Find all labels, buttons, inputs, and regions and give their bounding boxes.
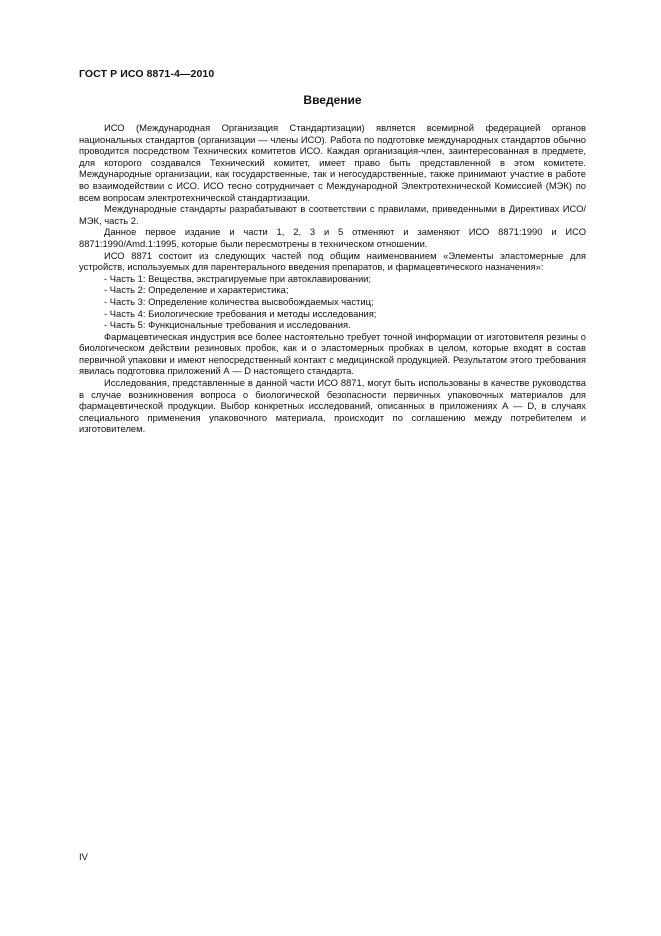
paragraph-parts-intro: ИСО 8871 состоит из следующих частей под общим наименованием «Элементы эластомерные для устройств, используемых для парентерального введения препаратов, и фармацевтического назначения»:: [79, 249, 586, 273]
parts-list-item: - Часть 1: Вещества, экстрагируемые при автоклавировании;: [79, 273, 586, 285]
paragraph-iso-federation: ИСО (Международная Организация Стандартизации) является всемирной федерацией органов национальных стандартов (организации — члены ИСО). Работа по подготовке международных стандартов обычно проводится посредством Технических комитетов ИСО. Каждая организация-член, заинтересованная в предмете, для которого создавался Технический комитет, имеет право быть представленной в этом комитете. Международные организации, как государственные, так и негосударственные, также принимают участие в работе во взаимодействии с ИСО. ИСО тесно сотрудничает с Международной Электротехнической Комиссией (МЭК) по всем вопросам электротехнической стандартизации.: [79, 122, 586, 203]
parts-list-item: - Часть 2: Определение и характеристика;: [79, 284, 586, 296]
parts-list: [79, 273, 586, 331]
parts-list-item: - Часть 5: Функциональные требования и исследования.: [79, 319, 586, 331]
paragraph-first-edition: Данное первое издание и части 1, 2, 3 и 5 отменяют и заменяют ИСО 8871:1990 и ИСО 8871:1990/Amd.1:1995, которые были пересмотрены в техническом отношении.: [79, 226, 586, 249]
paragraph-pharma-industry: Фармацевтическая индустрия все более настоятельно требует точной информации от изготовителя резины о биологическом действии резиновых пробок, как и о эластомерных пробках в целом, которые входят в состав первичной упаковки и имеют непосредственный контакт с медицинской продукцией. Результатом этого требования явилась подготовка приложений А — D настоящего стандарта.: [79, 330, 586, 377]
page-number: IV: [79, 851, 88, 862]
parts-list-item: - Часть 3: Определение количества высвобождаемых частиц;: [79, 296, 586, 308]
parts-list-item: - Часть 4: Биологические требования и методы исследования;: [79, 308, 586, 320]
section-title: Введение: [303, 93, 362, 107]
paragraph-research-guidance: Исследования, представленные в данной части ИСО 8871, могут быть использованы в качестве руководства в случае возникновения вопроса о биологической безопасности первичных упаковочных материалов для фармацевтической продукции. Выбор конкретных исследований, описанных в приложениях А — D, в случаях специального применения упаковочного материала, происходит по соглашению между потребителем и изготовителем.: [79, 377, 586, 435]
introduction-body: [79, 122, 586, 435]
document-code-header: ГОСТ Р ИСО 8871-4—2010: [79, 68, 215, 80]
paragraph-directives: Международные стандарты разрабатывают в соответствии с правилами, приведенными в Директивах ИСО/МЭК, часть 2.: [79, 203, 586, 226]
